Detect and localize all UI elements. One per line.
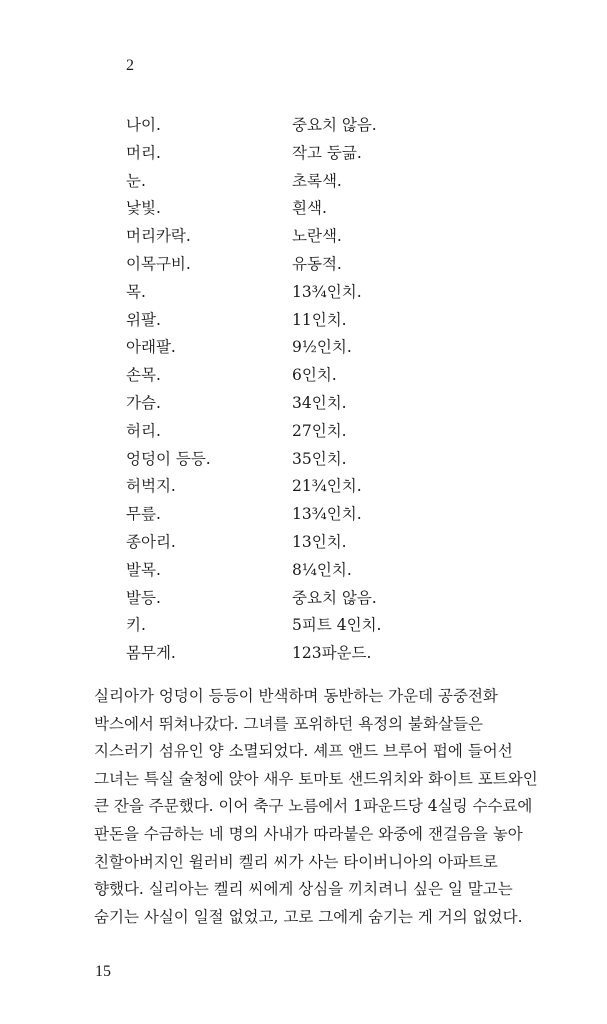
spec-label: 위팔. <box>126 310 161 329</box>
spec-row <box>126 557 456 585</box>
spec-value: 35인치. <box>292 449 347 468</box>
spec-label: 무릎. <box>126 505 161 524</box>
spec-label: 종아리. <box>126 532 176 551</box>
spec-value: 중요치 않음. <box>292 588 377 607</box>
paragraph-line: 향했다. 실리아는 켈리 씨에게 상심을 끼치려니 싶은 일 말고는 <box>94 880 513 899</box>
paragraph-line: 그녀는 특실 술청에 앉아 새우 토마토 샌드위치와 화이트 포트와인 <box>94 769 538 788</box>
spec-row <box>126 473 456 501</box>
spec-label: 낯빛. <box>126 199 161 218</box>
paragraph-line: 판돈을 수금하는 네 명의 사내가 따라붙은 와중에 잰걸음을 놓아 <box>94 824 523 843</box>
spec-row <box>126 418 456 446</box>
spec-label: 발등. <box>126 588 161 607</box>
spec-label: 키. <box>126 616 146 635</box>
spec-label: 발목. <box>126 560 161 579</box>
spec-row <box>126 390 456 418</box>
spec-value: 34인치. <box>292 393 347 412</box>
spec-label: 눈. <box>126 171 146 190</box>
spec-row <box>126 529 456 557</box>
spec-row <box>126 307 456 335</box>
spec-label: 손목. <box>126 366 161 385</box>
spec-value: 5피트 4인치. <box>292 616 382 635</box>
spec-value: 6인치. <box>292 366 337 385</box>
paragraph-line: 박스에서 뛰쳐나갔다. 그녀를 포위하던 욕정의 불화살들은 <box>94 714 483 733</box>
spec-row <box>126 585 456 613</box>
spec-label: 아래팔. <box>126 338 176 357</box>
spec-label: 엉덩이 등등. <box>126 449 211 468</box>
spec-value: 9½인치. <box>292 338 352 357</box>
spec-value: 유동적. <box>292 254 342 273</box>
spec-label: 머리. <box>126 143 161 162</box>
spec-label: 가슴. <box>126 393 161 412</box>
spec-row <box>126 612 456 640</box>
paragraph-line: 실리아가 엉덩이 등등이 반색하며 동반하는 가운데 공중전화 <box>94 687 498 705</box>
spec-label: 몸무게. <box>126 644 176 663</box>
spec-label: 이목구비. <box>126 254 191 273</box>
spec-row <box>126 251 456 279</box>
spec-value: 8¼인치. <box>292 560 352 579</box>
spec-value: 흰색. <box>292 199 327 218</box>
spec-value: 11인치. <box>292 310 347 329</box>
spec-row <box>126 334 456 362</box>
spec-value: 초록색. <box>292 171 342 190</box>
paragraph-line: 숨기는 사실이 일절 없었고, 고로 그에게 숨기는 게 거의 없었다. <box>94 907 523 926</box>
spec-row <box>126 446 456 474</box>
spec-label: 머리카락. <box>126 227 191 246</box>
spec-value: 노란색. <box>292 227 342 246</box>
spec-label: 허벅지. <box>126 477 176 496</box>
spec-value: 13인치. <box>292 532 347 551</box>
spec-value: 13¾인치. <box>292 505 362 524</box>
spec-row <box>126 362 456 390</box>
spec-row <box>126 640 456 668</box>
spec-label: 허리. <box>126 421 161 440</box>
paragraph-line: 지스러기 섬유인 양 소멸되었다. 셰프 앤드 브루어 펍에 들어선 <box>94 742 513 761</box>
paragraph-line: 친할아버지인 윌러비 켈리 씨가 사는 타이버니아의 아파트로 <box>94 852 498 871</box>
spec-value: 작고 둥긂. <box>292 143 362 162</box>
spec-row <box>126 112 456 140</box>
chapter-number: 2 <box>126 57 134 74</box>
spec-label: 목. <box>126 282 146 301</box>
spec-value: 21¾인치. <box>292 477 362 496</box>
spec-row <box>126 140 456 168</box>
spec-value: 123파운드. <box>292 644 372 663</box>
spec-value: 13¾인치. <box>292 282 362 301</box>
spec-row <box>126 168 456 196</box>
spec-value: 중요치 않음. <box>292 116 377 134</box>
body-measurements-list <box>126 112 456 668</box>
spec-label: 나이. <box>126 116 161 134</box>
body-paragraph <box>94 683 574 931</box>
spec-value: 27인치. <box>292 421 347 440</box>
spec-row <box>126 223 456 251</box>
spec-row <box>126 195 456 223</box>
spec-row <box>126 279 456 307</box>
page-number: 15 <box>95 963 111 980</box>
spec-row <box>126 501 456 529</box>
paragraph-line: 큰 잔을 주문했다. 이어 축구 노름에서 1파운드당 4실링 수수료에 <box>94 797 533 816</box>
